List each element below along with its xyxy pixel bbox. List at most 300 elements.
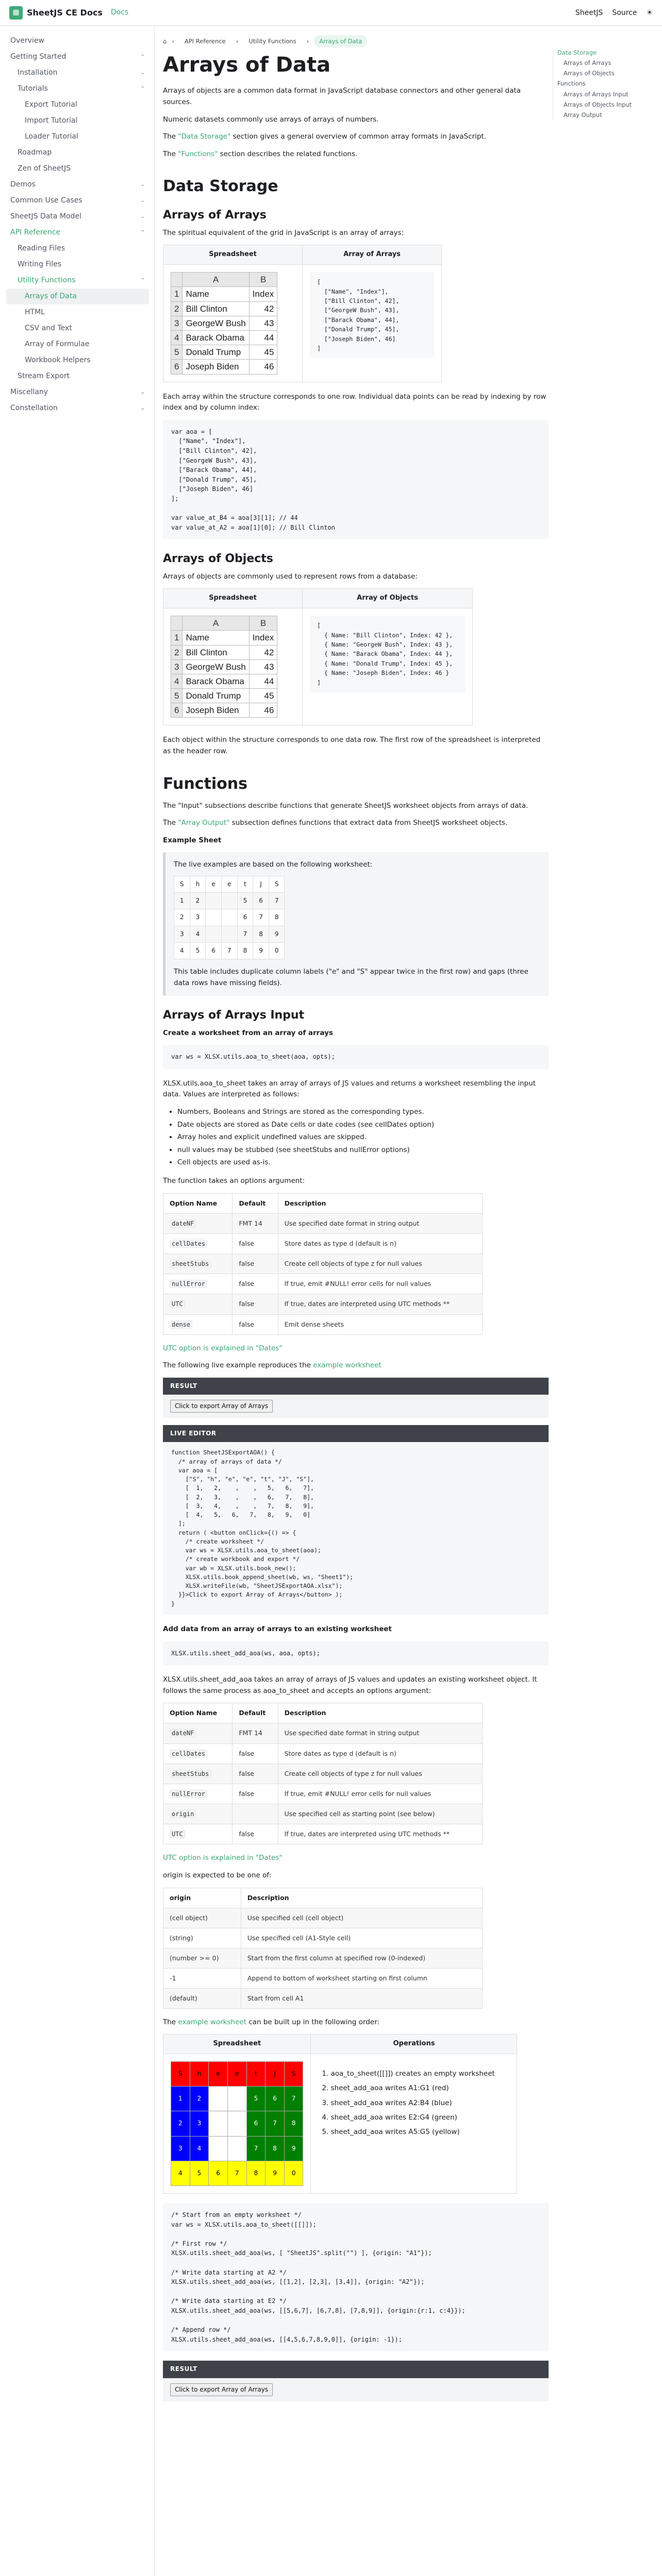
row-number: 2 xyxy=(171,301,183,316)
grid-cell: 2 xyxy=(171,2111,190,2136)
sheet-cell: 46 xyxy=(249,703,277,718)
sheet-cell: Name xyxy=(183,631,249,645)
origin-description: Use specified cell (A1-Style cell) xyxy=(241,1928,482,1948)
grid-row xyxy=(171,2111,303,2136)
code-line: ["Donald Trump", 45], xyxy=(317,326,400,333)
option-description: If true, dates are interpreted using UTC methods ** xyxy=(278,1824,482,1844)
grid-cell: 6 xyxy=(246,2111,266,2136)
paragraph: The following live example reproduces the example worksheet xyxy=(163,1361,382,1370)
option-default: false xyxy=(233,1784,278,1804)
toc-item[interactable]: Array Output xyxy=(564,111,602,118)
sidebar-item-label: Common Use Cases xyxy=(10,196,82,205)
paragraph: Arrays of objects are commonly used to represent rows from a database: xyxy=(163,572,418,581)
live-editor[interactable]: function SheetJSExportAOA() { /* array of arrays of data */ var aoa = [ ["S", "h", "e", "e", "t", "J", "S"], [ 1, 2, , , 5, 6, 7], [ 2, 3, , , 6, 7, 8], [ 3, 4, , , 7, 8, 9], [ 4, 5, 6, 7, 8, 9, 0] ]; return ( <button onClick={() => { /* create worksheet */ var ws = XLSX.utils.aoa_to_sheet(aoa); /* create workbook and export */ var wb = XLSX.utils.book_new(); XLSX.utils.book_append_sheet(wb, ws, "Sheet1"); XLSX.writeFile(wb, "SheetJSExportAOA.xlsx"); }}>Click to export Array of Arrays</button> ); } xyxy=(163,1442,549,1615)
code-line: [ xyxy=(317,278,321,286)
column-header: Array of Objects xyxy=(303,589,473,608)
chevron-icon[interactable]: ⌃ xyxy=(140,86,145,92)
chevron-icon[interactable]: ⌃ xyxy=(140,229,145,235)
section-arrays-of-objects: Arrays of Objects xyxy=(163,552,273,566)
column-letter: B xyxy=(249,616,277,631)
column-header: Option Name xyxy=(163,1703,233,1723)
table-cell: e xyxy=(206,876,222,893)
sidebar-item-label: Getting Started xyxy=(10,53,67,61)
note-text: This table includes duplicate column labels ("e" and "S" appear twice in the first row) and gaps (three data rows have missing fields). xyxy=(174,967,528,987)
result-panel xyxy=(163,1395,549,1418)
result-panel-header: RESULT xyxy=(163,1378,549,1395)
grid-cell: 0 xyxy=(284,2161,303,2185)
toc-item[interactable]: Arrays of Objects Input xyxy=(564,100,632,108)
sheet-cell: Donald Trump xyxy=(183,345,249,360)
list-item: • Date objects are stored as Date cells or date codes (see cellDates option) xyxy=(177,1120,549,1131)
grid-cell: S xyxy=(284,2062,303,2087)
option-default: FMT 14 xyxy=(233,1213,278,1233)
row-number: 6 xyxy=(171,360,183,374)
option-name: nullError xyxy=(163,1784,233,1804)
sheet-cell: Joseph Biden xyxy=(183,703,249,718)
export-aoa-button[interactable]: Click to export Array of Arrays xyxy=(170,2383,273,2396)
result-panel-header: RESULT xyxy=(163,2361,549,2378)
sidebar-item[interactable] xyxy=(6,129,149,145)
option-description: Use specified date format in string output xyxy=(278,1213,482,1233)
sidebar-item[interactable] xyxy=(6,257,149,273)
breadcrumb-api-reference[interactable]: API Reference xyxy=(184,38,226,45)
grid-row xyxy=(171,2062,303,2087)
grid-cell: 3 xyxy=(190,2111,209,2136)
sidebar-item[interactable] xyxy=(6,336,149,352)
table-row xyxy=(163,1213,483,1233)
sheet-cell: Bill Clinton xyxy=(183,645,249,659)
option-description: Create cell objects of type z for null values xyxy=(278,1253,482,1274)
result-panel xyxy=(163,2378,549,2401)
row-number: 5 xyxy=(171,689,183,703)
toc-item[interactable]: Arrays of Objects xyxy=(564,70,615,77)
brand-title[interactable]: SheetJS CE Docs xyxy=(27,7,103,18)
code-block[interactable]: XLSX.utils.sheet_add_aoa(ws, aoa, opts); xyxy=(163,1641,549,1666)
example-sheet-heading: Example Sheet xyxy=(163,836,222,844)
row-number: 2 xyxy=(171,645,183,659)
operation-item: 5. sheet_add_aoa writes A5:G5 (yellow) xyxy=(330,2125,509,2139)
table-row xyxy=(163,1274,483,1294)
operation-item: 1. aoa_to_sheet([[]]) creates an empty worksheet xyxy=(330,2066,509,2081)
top-navbar xyxy=(0,0,662,26)
sidebar-item[interactable] xyxy=(6,384,149,400)
sheet-cell: GeorgeW Bush xyxy=(183,659,249,674)
sheet-cell: 43 xyxy=(249,316,277,330)
sheet-row xyxy=(171,674,277,688)
sheet-cell: Donald Trump xyxy=(183,689,249,703)
grid-cell: 7 xyxy=(227,2161,246,2185)
option-description: If true, emit #NULL! error cells for null values xyxy=(278,1274,482,1294)
example-worksheet-link[interactable]: example worksheet xyxy=(178,2018,246,2026)
table-cell: S xyxy=(174,876,190,893)
sidebar-item-label: API Reference xyxy=(10,228,61,237)
code-line: { Name: "Joseph Biden", Index: 46 } xyxy=(317,669,450,677)
sidebar-item[interactable] xyxy=(6,209,149,225)
code-block[interactable]: var ws = XLSX.utils.aoa_to_sheet(aoa, opts); xyxy=(163,1045,549,1069)
subheading: Create a worksheet from an array of arrays xyxy=(163,1028,333,1037)
option-default: FMT 14 xyxy=(233,1723,278,1743)
sidebar-item[interactable] xyxy=(6,113,149,129)
table-cell: 2 xyxy=(190,893,206,909)
sidebar-item[interactable] xyxy=(6,368,149,384)
column-header: Spreadsheet xyxy=(163,589,303,608)
paragraph: origin is expected to be one of: xyxy=(163,1871,272,1880)
sidebar-item-label: Utility Functions xyxy=(18,276,76,285)
sheet-row xyxy=(171,287,277,301)
sidebar-item[interactable] xyxy=(6,225,149,241)
code-line: ] xyxy=(317,344,321,352)
option-name: dateNF xyxy=(163,1213,233,1233)
grid-cell: 5 xyxy=(246,2087,266,2111)
table-cell: 5 xyxy=(237,893,253,909)
sidebar-item[interactable] xyxy=(6,161,149,177)
option-name: UTC xyxy=(163,1294,233,1314)
sidebar-item[interactable] xyxy=(6,289,149,304)
code-line: { Name: "Donald Trump", Index: 45 }, xyxy=(317,659,453,667)
option-name: sheetStubs xyxy=(163,1253,233,1274)
sheet-cell: 45 xyxy=(249,689,277,703)
chevron-icon[interactable]: ⌄ xyxy=(140,181,145,188)
sheet-cell: Joseph Biden xyxy=(183,360,249,374)
sidebar-item-label: SheetJS Data Model xyxy=(10,212,81,221)
grid-row xyxy=(171,2161,303,2185)
grid-cell: 7 xyxy=(246,2136,266,2161)
section-data-storage: Data Storage xyxy=(163,177,278,196)
code-line: { Name: "Barack Obama", Index: 44 }, xyxy=(317,650,453,658)
column-letter: A xyxy=(183,273,249,287)
sidebar-item[interactable] xyxy=(6,352,149,368)
sidebar-item[interactable] xyxy=(6,145,149,161)
table-row xyxy=(163,1314,483,1334)
sidebar-item[interactable] xyxy=(6,81,149,97)
table-cell: 1 xyxy=(174,893,190,909)
sheet-cell: 46 xyxy=(249,360,277,374)
theme-toggle-icon[interactable]: ☀ xyxy=(646,8,653,17)
grid-cell: S xyxy=(171,2062,190,2087)
example-sheet-note xyxy=(163,852,549,996)
home-icon[interactable]: ⌂ xyxy=(163,38,167,45)
sheetjs-link[interactable]: SheetJS xyxy=(575,8,603,17)
toc-item[interactable]: Functions xyxy=(557,80,586,88)
column-letter: B xyxy=(249,273,277,287)
table-row xyxy=(174,926,285,942)
option-default: false xyxy=(233,1294,278,1314)
sidebar-item-label: CSV and Text xyxy=(25,324,72,333)
sheet-row xyxy=(171,645,277,659)
live-editor-header: LIVE EDITOR xyxy=(163,1425,549,1442)
sidebar-item[interactable] xyxy=(6,33,149,49)
chevron-icon[interactable]: ⌃ xyxy=(140,277,145,283)
grid-cell: 4 xyxy=(171,2161,190,2185)
paragraph: XLSX.utils.sheet_add_aoa takes an array of arrays of JS values and updates an existing worksheet object. It follows the same process as aoa_to_sheet and accepts an options argument: xyxy=(163,1675,537,1695)
colored-grid xyxy=(171,2061,303,2186)
table-cell xyxy=(221,909,237,926)
spreadsheet-preview xyxy=(171,272,277,374)
table-row xyxy=(163,1233,483,1253)
table-row xyxy=(163,1784,483,1804)
aoo-comparison-table xyxy=(163,588,473,725)
breadcrumb-utility-functions[interactable]: Utility Functions xyxy=(249,38,296,45)
note-text: The live examples are based on the following worksheet: xyxy=(174,860,373,869)
grid-cell: 9 xyxy=(266,2161,285,2185)
table-row xyxy=(163,1253,483,1274)
table-row xyxy=(163,1743,483,1764)
intro-paragraph: Numeric datasets commonly use arrays of arrays of numbers. xyxy=(163,115,379,124)
crumb-separator-icon: › xyxy=(306,38,309,45)
table-cell: 5 xyxy=(190,942,206,959)
column-header: Option Name xyxy=(163,1193,233,1213)
sidebar-item-label: Constellation xyxy=(10,404,58,413)
sidebar-item-label: Array of Formulae xyxy=(25,340,90,349)
code-line: ["Barack Obama", 44], xyxy=(317,316,400,324)
grid-cell: 8 xyxy=(266,2136,285,2161)
crumb-separator-icon: › xyxy=(236,38,239,45)
sheet-cell: Name xyxy=(183,287,249,301)
table-cell: 7 xyxy=(221,942,237,959)
sidebar-item-label: Export Tutorial xyxy=(25,100,77,109)
column-header: Description xyxy=(278,1703,482,1723)
table-cell xyxy=(206,893,222,909)
intro-paragraph: The "Data Storage" section gives a general overview of common array formats in JavaScript. xyxy=(163,132,486,141)
grid-cell xyxy=(227,2111,246,2136)
table-cell: 6 xyxy=(237,909,253,926)
chevron-icon[interactable]: ⌄ xyxy=(140,70,145,76)
option-description: If true, dates are interpreted using UTC methods ** xyxy=(278,1294,482,1314)
sidebar-item[interactable] xyxy=(6,304,149,320)
sidebar-item[interactable] xyxy=(6,49,149,65)
example-worksheet-link[interactable]: example worksheet xyxy=(313,1361,382,1370)
grid-cell: 3 xyxy=(171,2136,190,2161)
paragraph: The function takes an options argument: xyxy=(163,1177,305,1185)
sidebar-item[interactable] xyxy=(6,400,149,416)
origin-description: Start from the first column at specified row (0-indexed) xyxy=(241,1948,482,1968)
grid-cell: 7 xyxy=(266,2111,285,2136)
array-output-link[interactable]: "Array Output" xyxy=(178,819,230,827)
sheetjs-logo-icon[interactable]: ▦ xyxy=(9,6,23,20)
data-storage-link[interactable]: "Data Storage" xyxy=(178,132,231,141)
option-description: Use specified date format in string output xyxy=(278,1723,482,1743)
sidebar-item-label: Miscellany xyxy=(10,388,48,397)
option-default: false xyxy=(233,1743,278,1764)
build-steps-table xyxy=(163,2034,517,2194)
source-link[interactable]: Source xyxy=(612,8,637,17)
grid-cell: 5 xyxy=(190,2161,209,2185)
sheet-row xyxy=(171,703,277,718)
option-name: cellDates xyxy=(163,1743,233,1764)
option-name: origin xyxy=(163,1804,233,1824)
grid-cell xyxy=(227,2136,246,2161)
table-cell: 6 xyxy=(253,893,269,909)
sidebar-item[interactable] xyxy=(6,177,149,193)
section-functions: Functions xyxy=(163,774,247,793)
chevron-icon[interactable]: ⌄ xyxy=(140,405,145,411)
utc-dates-link[interactable]: UTC option is explained in "Dates" xyxy=(163,1854,283,1862)
section-arrays-of-arrays: Arrays of Arrays xyxy=(163,209,267,222)
table-cell: 6 xyxy=(206,942,222,959)
sidebar-item-label: HTML xyxy=(25,308,45,317)
sidebar-item[interactable] xyxy=(6,65,149,81)
sheet-cell: GeorgeW Bush xyxy=(183,316,249,330)
code-line: { Name: "Bill Clinton", Index: 42 }, xyxy=(317,631,453,639)
origin-value: (default) xyxy=(163,1988,241,2008)
row-number: 6 xyxy=(171,703,183,718)
option-default xyxy=(233,1804,278,1824)
option-description: Emit dense sheets xyxy=(278,1314,482,1334)
list-item: • Numbers, Booleans and Strings are stored as the corresponding types. xyxy=(177,1107,549,1118)
sheet-cell: Barack Obama xyxy=(183,674,249,688)
code-line: ["Name", "Index"], xyxy=(317,287,389,295)
row-number: 3 xyxy=(171,659,183,674)
intro-paragraph: Arrays of objects are a common data format in JavaScript database connectors and other general data sources. xyxy=(163,87,521,106)
code-line: ["Joseph Biden", 46] xyxy=(317,335,396,343)
grid-cell xyxy=(209,2087,228,2111)
spreadsheet-preview xyxy=(171,616,277,718)
code-line: ["GeorgeW Bush", 43], xyxy=(317,307,400,314)
page-title: Arrays of Data xyxy=(163,53,331,77)
sidebar-item-label: Installation xyxy=(18,69,58,77)
subheading: Add data from an array of arrays to an existing worksheet xyxy=(163,1624,392,1633)
origin-table xyxy=(163,1888,483,2009)
corner-cell xyxy=(171,616,183,631)
chevron-icon[interactable]: ⌄ xyxy=(140,197,145,204)
table-cell xyxy=(206,909,222,926)
docs-link[interactable]: Docs xyxy=(110,8,129,17)
sidebar-item[interactable] xyxy=(6,193,149,209)
table-cell: 8 xyxy=(269,909,285,926)
list-item: • Cell objects are used as-is. xyxy=(177,1157,549,1168)
sidebar-item[interactable] xyxy=(6,320,149,336)
utc-dates-link[interactable]: UTC option is explained in "Dates" xyxy=(163,1344,283,1352)
table-header-row xyxy=(163,1703,483,1723)
main-content xyxy=(163,26,549,2409)
toc-item[interactable]: Arrays of Arrays xyxy=(564,59,611,67)
table-row xyxy=(174,876,285,893)
grid-cell xyxy=(209,2136,228,2161)
paragraph: The "Array Output" subsection defines functions that extract data from SheetJS worksheet objects. xyxy=(163,819,508,827)
value-rules-list xyxy=(177,1107,549,1168)
option-name: cellDates xyxy=(163,1233,233,1253)
grid-cell: t xyxy=(246,2062,266,2087)
table-of-contents xyxy=(553,47,656,120)
option-name: nullError xyxy=(163,1274,233,1294)
column-header: Spreadsheet xyxy=(163,245,303,265)
paragraph: The example worksheet can be built up in the following order: xyxy=(163,2018,379,2026)
grid-row xyxy=(171,2087,303,2111)
sidebar-item[interactable] xyxy=(6,97,149,113)
sidebar-item-label: Zen of SheetJS xyxy=(18,164,71,173)
grid-cell: 4 xyxy=(190,2136,209,2161)
option-description: If true, emit #NULL! error cells for null values xyxy=(278,1784,482,1804)
row-number: 5 xyxy=(171,345,183,360)
chevron-icon[interactable]: ⌄ xyxy=(140,213,145,219)
chevron-icon[interactable]: ⌄ xyxy=(140,389,145,395)
option-default: false xyxy=(233,1233,278,1253)
column-header: origin xyxy=(163,1888,241,1908)
sidebar-item-label: Workbook Helpers xyxy=(25,356,91,365)
table-cell: 8 xyxy=(253,926,269,942)
sidebar-item-label: Stream Export xyxy=(18,372,70,381)
origin-value: (string) xyxy=(163,1928,241,1948)
grid-cell: 8 xyxy=(246,2161,266,2185)
toc-item[interactable]: Arrays of Arrays Input xyxy=(564,90,628,98)
grid-cell: 2 xyxy=(190,2087,209,2111)
sheet-row xyxy=(171,331,277,345)
sheet-cell: Barack Obama xyxy=(183,331,249,345)
sheet-cell: 44 xyxy=(249,331,277,345)
grid-cell: h xyxy=(190,2062,209,2087)
table-cell: 3 xyxy=(174,926,190,942)
sidebar xyxy=(0,26,155,2576)
paragraph: Each array within the structure corresponds to one row. Individual data points can be read by indexing by row index and by column index: xyxy=(163,392,547,412)
chevron-icon[interactable]: ⌃ xyxy=(140,54,145,60)
sheet-row xyxy=(171,301,277,316)
option-name: dateNF xyxy=(163,1723,233,1743)
row-number: 3 xyxy=(171,316,183,330)
sheet-row xyxy=(171,345,277,360)
table-cell: 9 xyxy=(269,926,285,942)
origin-description: Use specified cell (cell object) xyxy=(241,1908,482,1928)
sheet-header-row xyxy=(171,273,277,287)
table-cell xyxy=(206,926,222,942)
paragraph: Each object within the structure corresponds to one data row. The first row of the spreadsheet is interpreted as the header row. xyxy=(163,736,541,756)
table-cell: 7 xyxy=(237,926,253,942)
aoa-comparison-table xyxy=(163,245,442,382)
code-block[interactable]: var aoa = [ ["Name", "Index"], ["Bill Clinton", 42], ["GeorgeW Bush", 43], ["Barack Obama", 44], ["Donald Trump", 45], ["Joseph Biden", 46] ]; var value_at_B4 = aoa[3][1]; // 44 var value_at_A2 = aoa[1][0]; // Bill Clinton xyxy=(163,420,549,540)
column-header: Default xyxy=(233,1193,278,1213)
grid-cell: 8 xyxy=(284,2111,303,2136)
table-cell: S xyxy=(269,876,285,893)
option-description: Store dates as type d (default is n) xyxy=(278,1743,482,1764)
toc-item[interactable]: Data Storage xyxy=(557,49,597,56)
origin-description: Start from cell A1 xyxy=(241,1988,482,2008)
sidebar-item[interactable] xyxy=(6,273,149,289)
table-cell: 4 xyxy=(174,942,190,959)
column-header: Operations xyxy=(311,2035,517,2054)
column-letter: A xyxy=(183,616,249,631)
table-cell: 4 xyxy=(190,926,206,942)
options-table xyxy=(163,1193,483,1335)
sheet-row xyxy=(171,631,277,645)
sheet-header-row xyxy=(171,616,277,631)
table-cell: t xyxy=(237,876,253,893)
paragraph: The spiritual equivalent of the grid in JavaScript is an array of arrays: xyxy=(163,228,404,237)
column-header: Description xyxy=(278,1193,482,1213)
code-line: { Name: "GeorgeW Bush", Index: 43 }, xyxy=(317,640,453,648)
table-row xyxy=(163,1948,483,1968)
functions-link[interactable]: "Functions" xyxy=(178,149,218,158)
option-description: Use specified cell as starting point (see below) xyxy=(278,1804,482,1824)
table-cell: 7 xyxy=(253,909,269,926)
export-aoa-button[interactable]: Click to export Array of Arrays xyxy=(170,1400,273,1413)
sidebar-item[interactable] xyxy=(6,241,149,257)
grid-cell: 9 xyxy=(284,2136,303,2161)
grid-cell: e xyxy=(209,2062,228,2087)
option-default: false xyxy=(233,1824,278,1844)
code-block[interactable]: /* Start from an empty worksheet */ var ws = XLSX.utils.aoa_to_sheet([[]]); /* First row */ XLSX.utils.sheet_add_aoa(ws, [ "SheetJS".split("") ], {origin: "A1"}); /* Write data starting at A2 */ XLSX.utils.sheet_add_aoa(ws, [[1,2], [2,3], [3,4]], {origin: "A2"}); /* Write data starting at E2 */ XLSX.utils.sheet_add_aoa(ws, [[5,6,7], [6,7,8], [7,8,9]], {origin:{r:1, c:4}}); /* Append row */ XLSX.utils.sheet_add_aoa(ws, [[4,5,6,7,8,9,0]], {origin: -1}); xyxy=(163,2203,549,2351)
option-description: Store dates as type d (default is n) xyxy=(278,1233,482,1253)
sidebar-item-label: Overview xyxy=(10,37,44,45)
operation-item: 2. sheet_add_aoa writes A1:G1 (red) xyxy=(330,2081,509,2095)
sheet-cell: 43 xyxy=(249,659,277,674)
options-table xyxy=(163,1703,483,1844)
navbar-right xyxy=(575,0,653,26)
breadcrumb xyxy=(163,35,549,47)
code-line: ] xyxy=(317,679,321,686)
sidebar-item-label: Arrays of Data xyxy=(25,292,77,301)
sheet-cell: 45 xyxy=(249,345,277,360)
origin-value: (number >= 0) xyxy=(163,1948,241,1968)
sheet-cell: Bill Clinton xyxy=(183,301,249,316)
